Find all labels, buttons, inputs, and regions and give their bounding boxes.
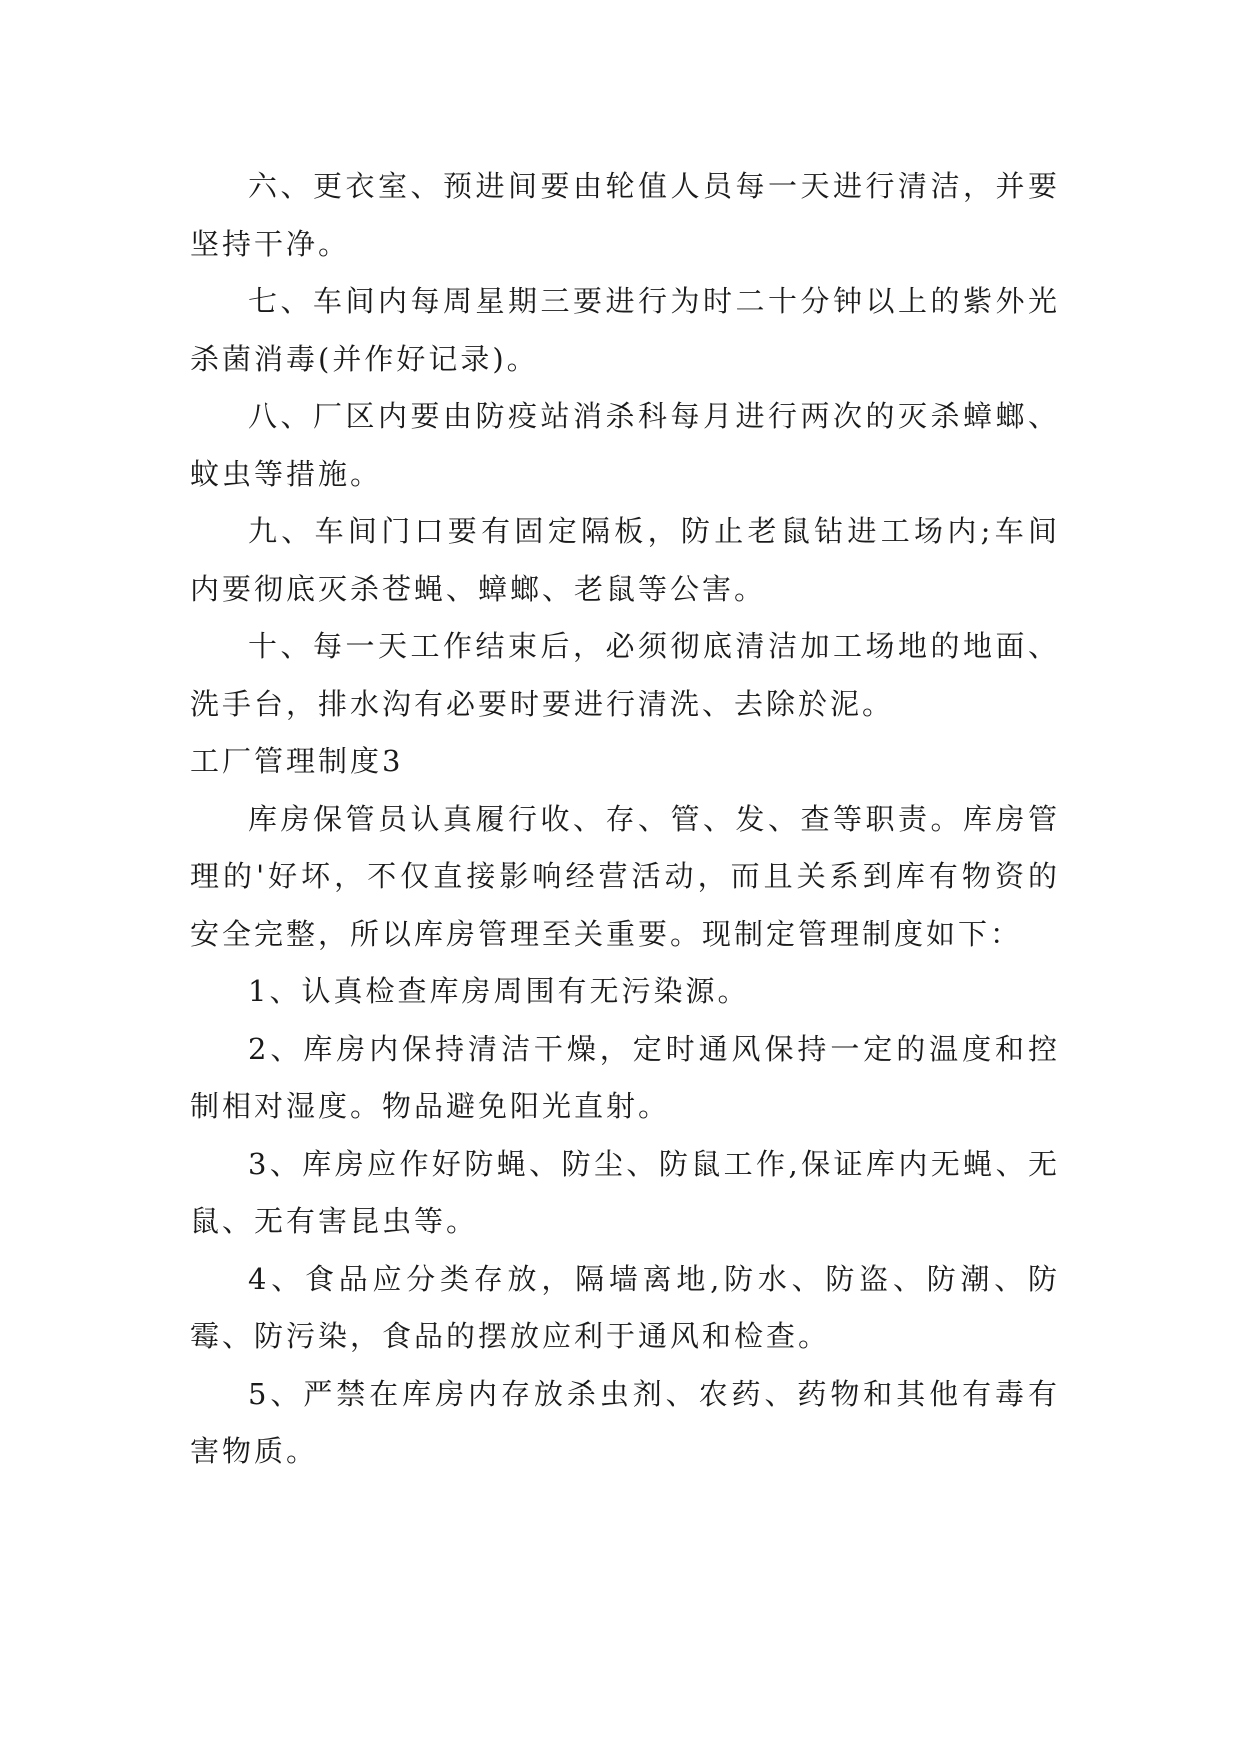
intro-paragraph: 库房保管员认真履行收、存、管、发、查等职责。库房管理的'好坏，不仅直接影响经营活动，而且关系到库有物资的安全完整，所以库房管理至关重要。现制定管理制度如下： bbox=[190, 801, 1060, 951]
rule-item-5: 5、严禁在库房内存放杀虫剂、农药、药物和其他有毒有害物质。 bbox=[190, 1376, 1060, 1468]
rule-item-4: 4、食品应分类存放，隔墙离地,防水、防盗、防潮、防霉、防污染，食品的摆放应利于通风和检查。 bbox=[190, 1261, 1060, 1353]
paragraph-item-7: 七、车间内每周星期三要进行为时二十分钟以上的紫外光杀菌消毒(并作好记录)。 bbox=[190, 284, 1060, 376]
document-body bbox=[190, 158, 1060, 1481]
paragraph-item-10: 十、每一天工作结束后，必须彻底清洁加工场地的地面、洗手台，排水沟有必要时要进行清洗、去除於泥。 bbox=[190, 629, 1060, 721]
paragraph-item-8: 八、厂区内要由防疫站消杀科每月进行两次的灭杀蟑螂、蚊虫等措施。 bbox=[190, 399, 1060, 491]
rule-item-1: 1、认真检查库房周围有无污染源。 bbox=[248, 974, 750, 1008]
paragraph-item-6: 六、更衣室、预进间要由轮值人员每一天进行清洁，并要坚持干净。 bbox=[190, 169, 1060, 261]
rule-item-3: 3、库房应作好防蝇、防尘、防鼠工作,保证库内无蝇、无鼠、无有害昆虫等。 bbox=[190, 1146, 1060, 1238]
section-heading: 工厂管理制度3 bbox=[190, 744, 404, 778]
rule-item-2: 2、库房内保持清洁干燥，定时通风保持一定的温度和控制相对湿度。物品避免阳光直射。 bbox=[190, 1031, 1060, 1123]
paragraph-item-9: 九、车间门口要有固定隔板，防止老鼠钻进工场内;车间内要彻底灭杀苍蝇、蟑螂、老鼠等公害。 bbox=[190, 514, 1060, 606]
